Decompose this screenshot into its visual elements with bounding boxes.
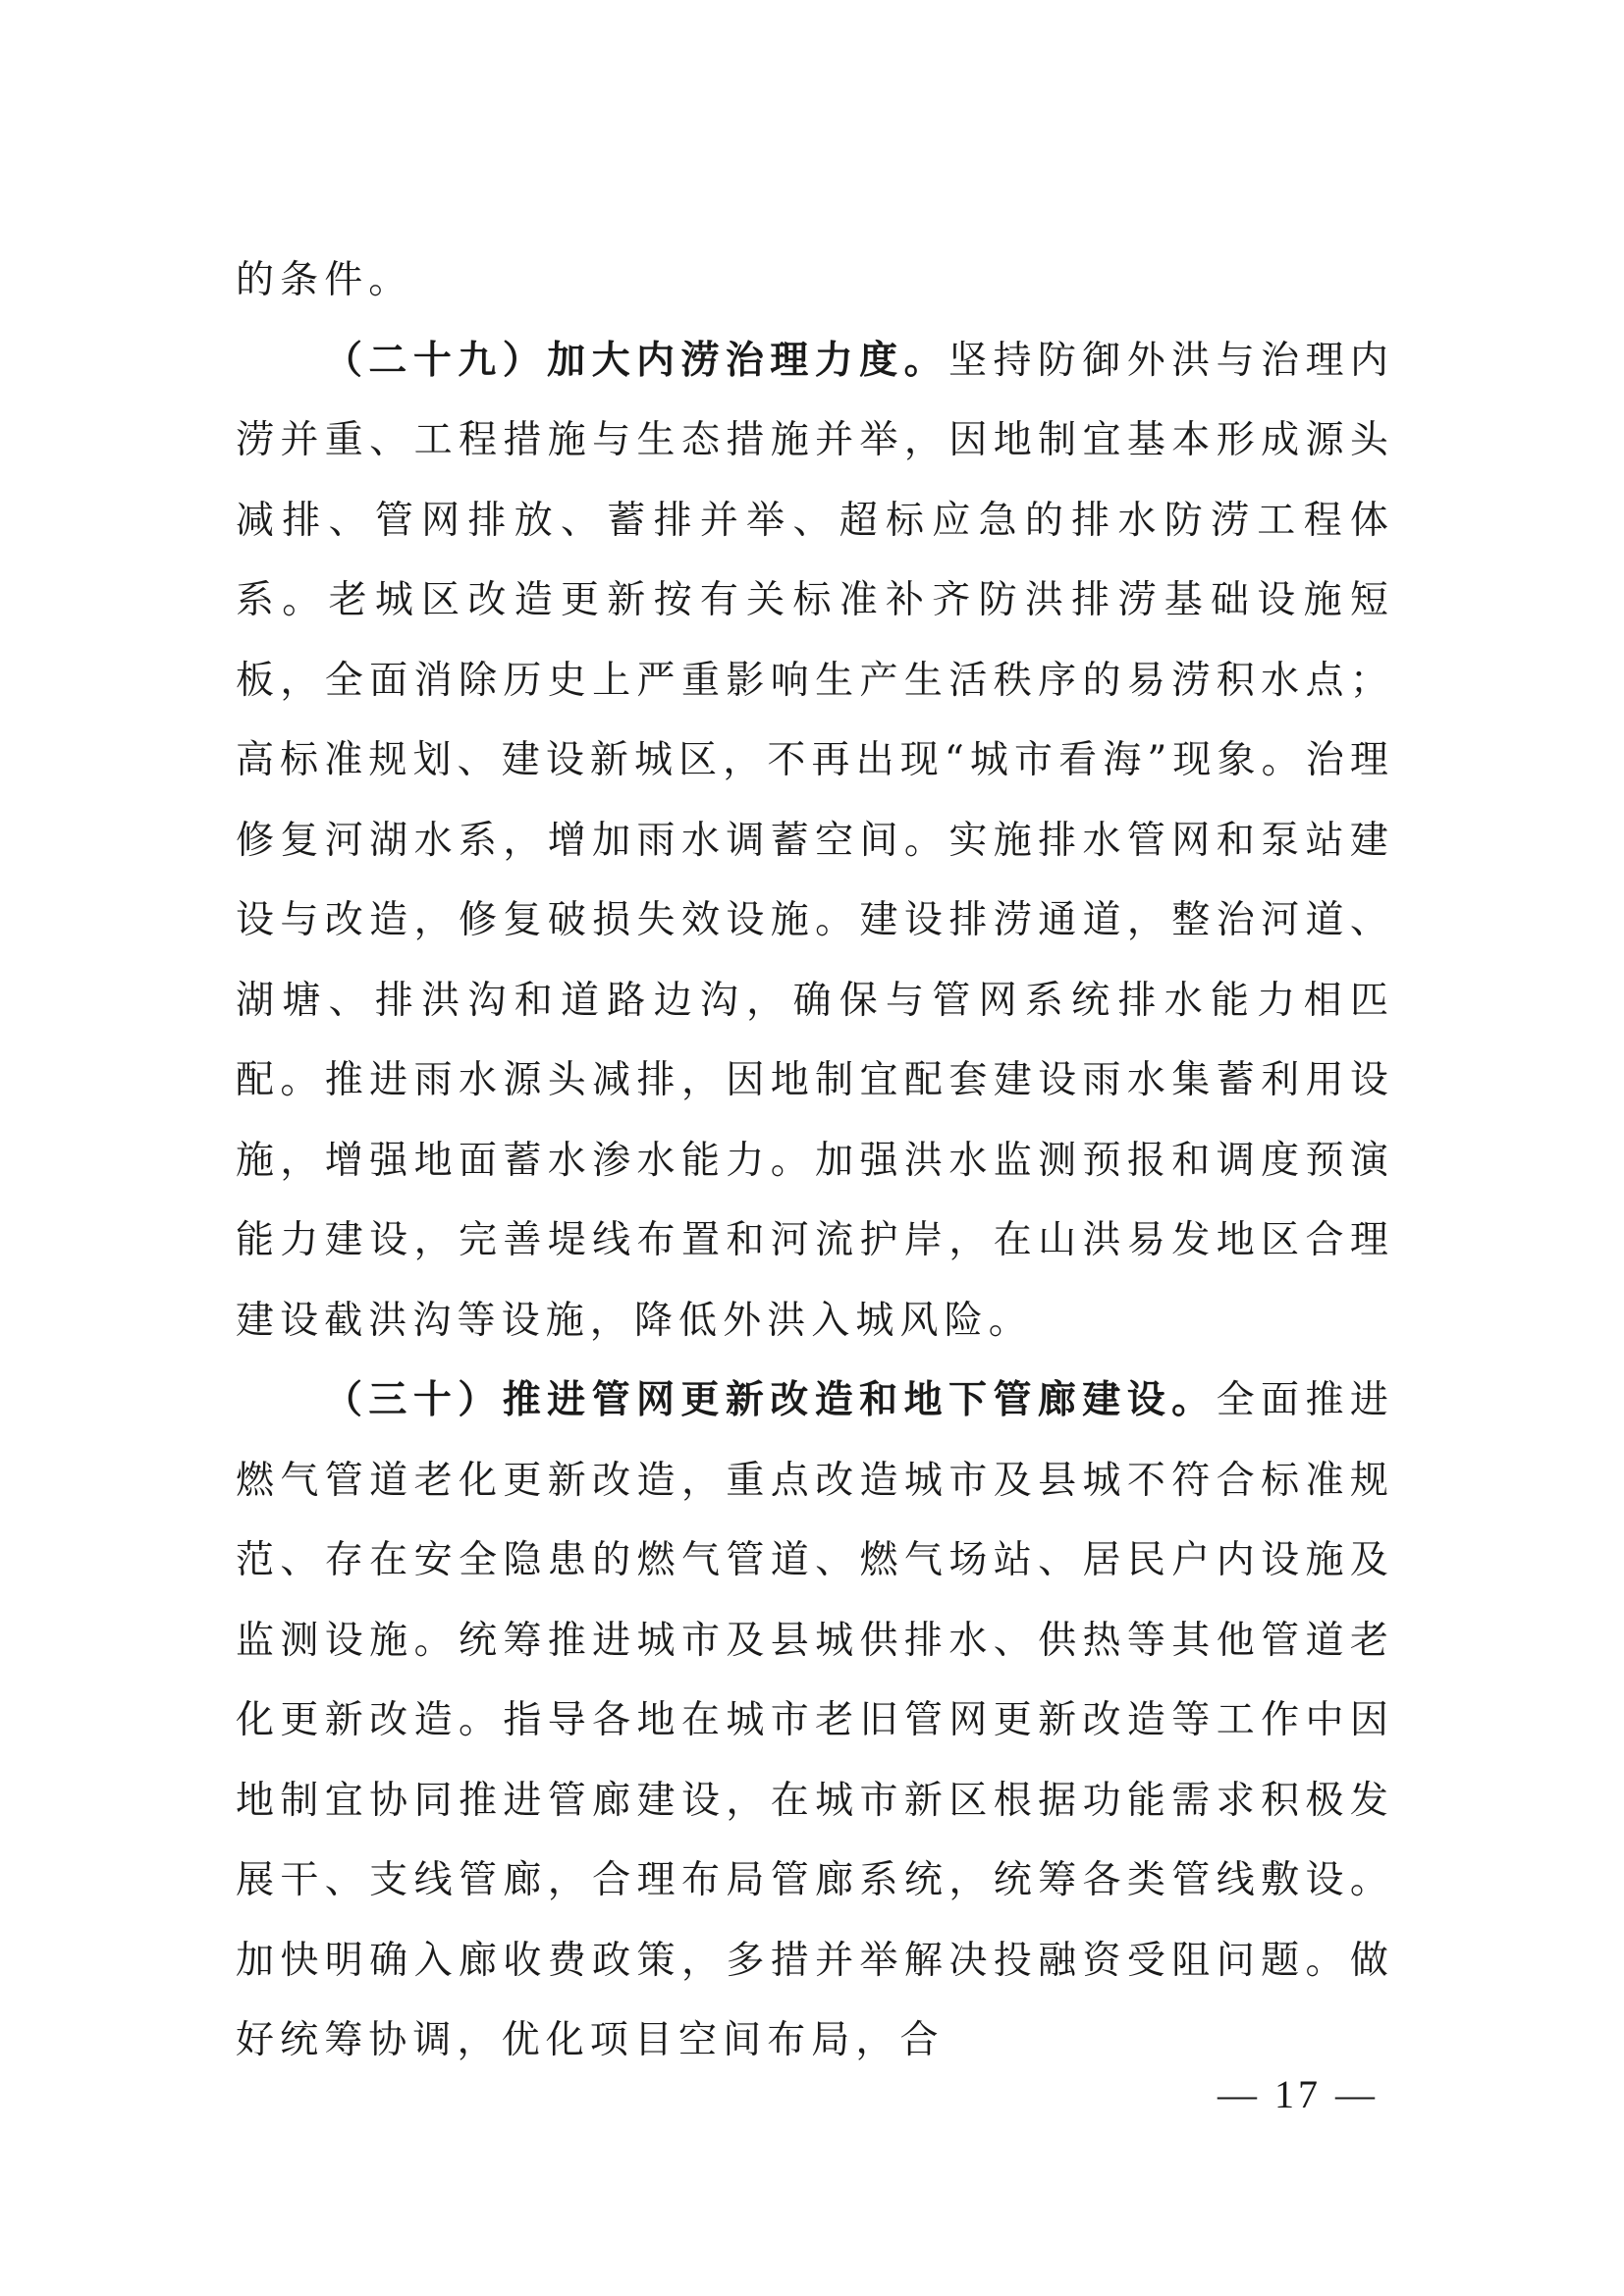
paragraph-30-pipe-network <box>236 1361 1394 2081</box>
page-number: — 17 — <box>1218 2072 1379 2116</box>
paragraph-text: 坚持防御外洪与治理内涝并重、工程措施与生态措施并举，因地制宜基本形成源头减排、管网排放、蓄排并举、超标应急的排水防涝工程体系。老城区改造更新按有关标准补齐防洪排涝基础设施短板，全面消除历史上严重影响生产生活秩序的易涝积水点；高标准规划、建设新城区，不再出现“城市看海”现象。治理修复河湖水系，增加雨水调蓄空间。实施排水管网和泵站建设与改造，修复破损失效设施。建设排涝通道，整治河道、湖塘、排洪沟和道路边沟，确保与管网系统排水能力相匹配。推进雨水源头减排，因地制宜配套建设雨水集蓄利用设施，增强地面蓄水渗水能力。加强洪水监测预报和调度预演能力建设，完善堤线布置和河流护岸，在山洪易发地区合理建设截洪沟等设施，降低外洪入城风险。 <box>236 338 1394 1343</box>
paragraph-29-flood-control <box>236 321 1394 1362</box>
paragraph-text: 的条件。 <box>236 258 413 302</box>
section-heading-30: （三十）推进管网更新改造和地下管廊建设。 <box>324 1377 1217 1422</box>
document-body <box>236 240 1394 2081</box>
section-heading-29: （二十九）加大内涝治理力度。 <box>324 337 949 383</box>
paragraph-text: 全面推进燃气管道老化更新改造，重点改造城市及县城不符合标准规范、存在安全隐患的燃气管道、燃气场站、居民户内设施及监测设施。统筹推进城市及县城供排水、供热等其他管道老化更新改造。指导各地在城市老旧管网更新改造等工作中因地制宜协同推进管廊建设，在城市新区根据功能需求积极发展干、支线管廊，合理布局管廊系统，统筹各类管线敷设。加快明确入廊收费政策，多措并举解决投融资受阻问题。做好统筹协调，优化项目空间布局，合 <box>236 1378 1394 2062</box>
paragraph-continuation <box>236 240 1394 321</box>
